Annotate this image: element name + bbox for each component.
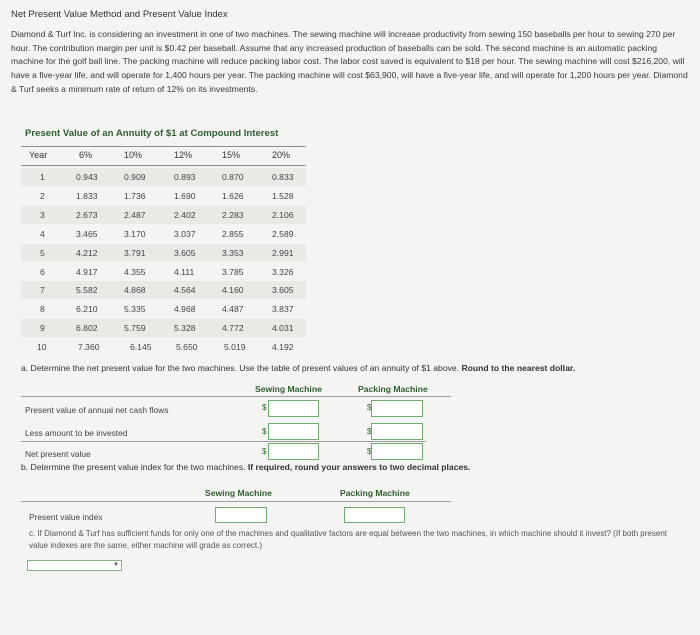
pv-table-header: 15% [222, 150, 241, 160]
currency-symbol: $ [367, 403, 372, 412]
pv-table-year: 4 [40, 228, 45, 239]
pv-table-cell: 4.192 [272, 342, 294, 353]
pv-table-cell: 3.791 [124, 247, 146, 258]
pv-table-header: Year [29, 150, 48, 160]
problem-statement: Diamond & Turf Inc. is considering an investment in one of two machines. The sewing machine will increase productivity from sewing 150 baseballs per hour to sewing 270 per hour. The contribution margin per unit is $0.42 per baseball. Assume that any increased production of baseballs can be sold. The second machine is an automatic packing machine for the golf ball line. The packing machine will reduce packing labor cost. The labor cost saved is equivalent to $18 per hour. The sewing machine will cost $216,200, will have a five-year life, and will operate for 1,400 hours per year. The packing machine will cost $63,900, will have a five-year life, and will operate for 1,200 hours per year. Diamond & Turf seeks a minimum rate of return of 12% on its investments. [11, 29, 688, 94]
chevron-down-icon: ▼ [113, 562, 119, 568]
pv-table-cell: 1.626 [222, 190, 244, 201]
pv-table-cell: 5.328 [174, 323, 196, 334]
currency-symbol: $ [262, 447, 267, 456]
pv-table-title: Present Value of an Annuity of $1 at Compound Interest [25, 128, 279, 139]
pv-table-year: 6 [40, 266, 45, 277]
part-a-text: a. Determine the net present value for the two machines. Use the table of present values of an annuity of $1 above. [21, 363, 460, 373]
part-a-instruction: Round to the nearest dollar. [461, 363, 576, 373]
pv-table-cell: 3.465 [76, 228, 98, 239]
pv-table-cell: 3.326 [272, 266, 294, 277]
pv-table-cell: 5.650 [176, 342, 198, 353]
sewing-index-input[interactable] [215, 507, 267, 523]
pv-table-cell: 4.968 [174, 304, 196, 315]
pv-table-cell: 4.868 [124, 285, 146, 296]
row-pv-cash-flows-label: Present value of annual net cash flows [25, 405, 169, 415]
pv-table-header: 12% [174, 150, 193, 160]
part-a-subtotal-rule [21, 441, 426, 442]
machine-choice-dropdown[interactable] [27, 560, 122, 571]
pv-table-cell: 6.802 [76, 323, 98, 334]
pv-table-cell: 4.111 [174, 266, 195, 277]
pv-table-year: 2 [40, 190, 45, 201]
pv-table-cell: 4.212 [76, 247, 98, 258]
pv-table-row-band [21, 206, 306, 224]
pv-table-row-band [21, 281, 306, 299]
pv-table-cell: 5.759 [124, 323, 146, 334]
pv-table-cell: 0.909 [124, 172, 146, 182]
packing-pv-input[interactable] [371, 400, 423, 417]
pv-table-year: 9 [40, 323, 45, 334]
pv-table-cell: 1.833 [76, 190, 98, 201]
pv-table-year: 10 [37, 342, 47, 353]
currency-symbol: $ [262, 427, 267, 436]
pv-table-cell: 0.893 [174, 172, 196, 182]
pv-table-cell: 2.283 [222, 209, 244, 220]
currency-symbol: $ [262, 403, 267, 412]
pv-table-cell: 1.736 [124, 190, 146, 201]
pv-table-year: 1 [40, 172, 45, 182]
pv-table-year: 3 [40, 209, 45, 220]
pv-table-cell: 4.772 [222, 323, 244, 334]
part-a-col-sewing: Sewing Machine [255, 384, 322, 394]
pv-table-cell: 5.335 [124, 304, 146, 315]
pv-table-cell: 1.690 [174, 190, 196, 201]
pv-table-cell: 2.673 [76, 209, 98, 220]
part-b-prompt [21, 462, 681, 472]
pv-table-header: 6% [79, 150, 93, 160]
pv-table-cell: 0.870 [222, 172, 244, 182]
pv-table-cell: 2.855 [222, 228, 244, 239]
pv-table-cell: 6.145 [130, 342, 152, 353]
pv-table-row-band [21, 168, 306, 186]
pv-table-cell: 3.837 [272, 304, 294, 315]
packing-npv-input[interactable] [371, 443, 423, 460]
pv-table-row-band [21, 244, 306, 262]
pv-table-cell: 2.106 [272, 209, 294, 220]
pv-table-header-rule [21, 165, 306, 166]
pv-table-header: 20% [272, 150, 291, 160]
pv-table-cell: 3.605 [174, 247, 196, 258]
pv-table-cell: 2.991 [272, 247, 294, 258]
pv-table-row-band [21, 319, 306, 337]
pv-table-cell: 3.785 [222, 266, 244, 277]
packing-less-input[interactable] [371, 423, 423, 440]
pv-table-cell: 5.019 [224, 342, 246, 353]
part-a-prompt [21, 363, 681, 373]
pv-table-cell: 4.487 [222, 304, 244, 315]
pv-table-year: 7 [40, 285, 45, 296]
pv-table-cell: 5.582 [76, 285, 98, 296]
pv-table-cell: 3.170 [124, 228, 146, 239]
pv-table-cell: 6.210 [76, 304, 98, 315]
part-b-text: b. Determine the present value index for the two machines. [21, 462, 246, 472]
pv-table-header: 10% [124, 150, 143, 160]
packing-index-input[interactable] [344, 507, 405, 523]
currency-symbol: $ [367, 447, 372, 456]
pv-table-top-rule [21, 146, 306, 147]
pv-table-cell: 3.353 [222, 247, 244, 258]
sewing-npv-input[interactable] [268, 443, 319, 460]
sewing-less-input[interactable] [268, 423, 319, 440]
sewing-pv-input[interactable] [268, 400, 319, 417]
pv-table-cell: 1.528 [272, 190, 294, 201]
pv-table-cell: 0.833 [272, 172, 294, 182]
pv-table-cell: 2.589 [272, 228, 294, 239]
part-a-col-packing: Packing Machine [358, 384, 428, 394]
pv-table-cell: 2.487 [124, 209, 146, 220]
pv-table-cell: 4.917 [76, 266, 98, 277]
part-a-header-rule [21, 396, 451, 397]
pv-table-cell: 7.360 [78, 342, 100, 353]
row-less-invested-label: Less amount to be invested [25, 428, 128, 438]
part-b-header-rule [21, 501, 451, 502]
pv-table-cell: 3.037 [174, 228, 196, 239]
page-title: Net Present Value Method and Present Value Index [11, 9, 228, 20]
pv-table-cell: 4.031 [272, 323, 294, 334]
row-pv-index-label: Present value index [29, 512, 103, 522]
part-b-col-packing: Packing Machine [340, 488, 410, 498]
currency-symbol: $ [367, 427, 372, 436]
pv-table-cell: 4.355 [124, 266, 146, 277]
pv-table-year: 5 [40, 247, 45, 258]
pv-table-year: 8 [40, 304, 45, 315]
pv-table-cell: 3.605 [272, 285, 294, 296]
part-b-col-sewing: Sewing Machine [205, 488, 272, 498]
pv-table-cell: 4.160 [222, 285, 244, 296]
pv-table-cell: 0.943 [76, 172, 98, 182]
row-npv-label: Net present value [25, 449, 91, 459]
part-c-prompt: c. If Diamond & Turf has sufficient funds for only one of the machines and qualitative factors are equal between the two machines, in which machine should it invest? (If both present value indexes are the same, either machine will grade as correct.) [29, 529, 667, 550]
part-b-instruction: If required, round your answers to two decimal places. [247, 462, 471, 472]
pv-table-cell: 4.564 [174, 285, 196, 296]
pv-table-cell: 2.402 [174, 209, 196, 220]
